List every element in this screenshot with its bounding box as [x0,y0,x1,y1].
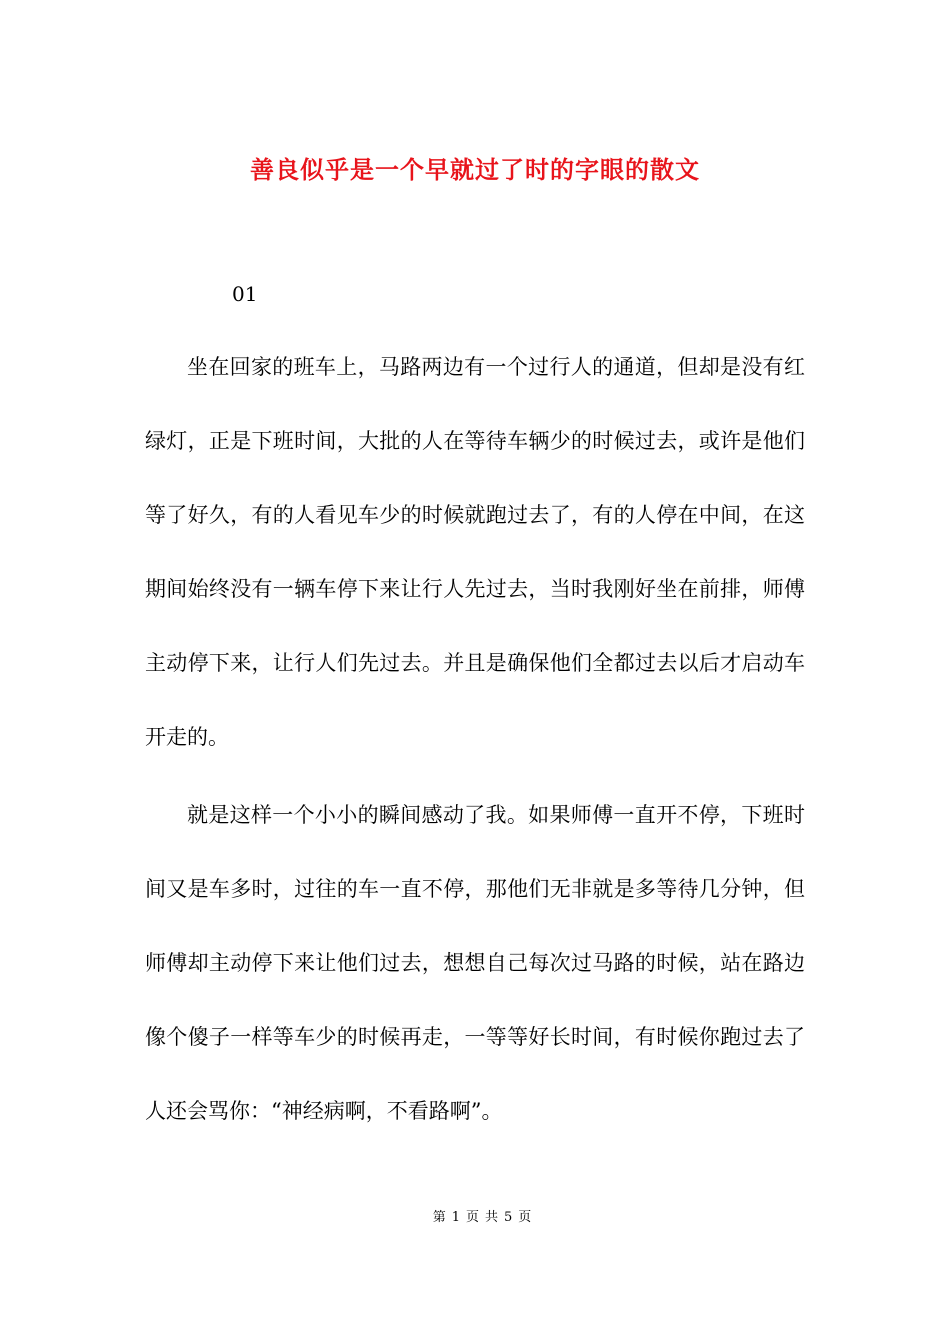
footer-page-unit: 页 [465,1210,479,1225]
section-number: 01 [232,282,258,306]
document-title: 善良似乎是一个早就过了时的字眼的散文 [250,155,700,185]
footer-total-prefix: 共 [485,1210,499,1225]
footer-prefix: 第 [432,1210,446,1225]
footer-current-page: 1 [451,1210,460,1225]
footer-total-pages: 5 [504,1210,513,1225]
paragraph-2: 就是这样一个小小的瞬间感动了我。如果师傅一直开不停，下班时间又是车多时，过往的车一直不停，那他们无非就是多等待几分钟，但师傅却主动停下来让他们过去，想想自己每次过马路的时候，站在路边像个傻子一样等车少的时候再走，一等等好长时间，有时候你跑过去了人还会骂你：“神经病啊，不看路啊”。 [145,803,805,1123]
paragraph-1: 坐在回家的班车上，马路两边有一个过行人的通道，但却是没有红绿灯，正是下班时间，大批的人在等待车辆少的时候过去，或许是他们等了好久，有的人看见车少的时候就跑过去了，有的人停在中间，在这期间始终没有一辆车停下来让行人先过去，当时我刚好坐在前排，师傅主动停下来，让行人们先过去。并且是确保他们全都过去以后才启动车开走的。 [145,355,805,749]
footer-total-unit: 页 [518,1210,532,1225]
page-footer [0,1206,950,1230]
